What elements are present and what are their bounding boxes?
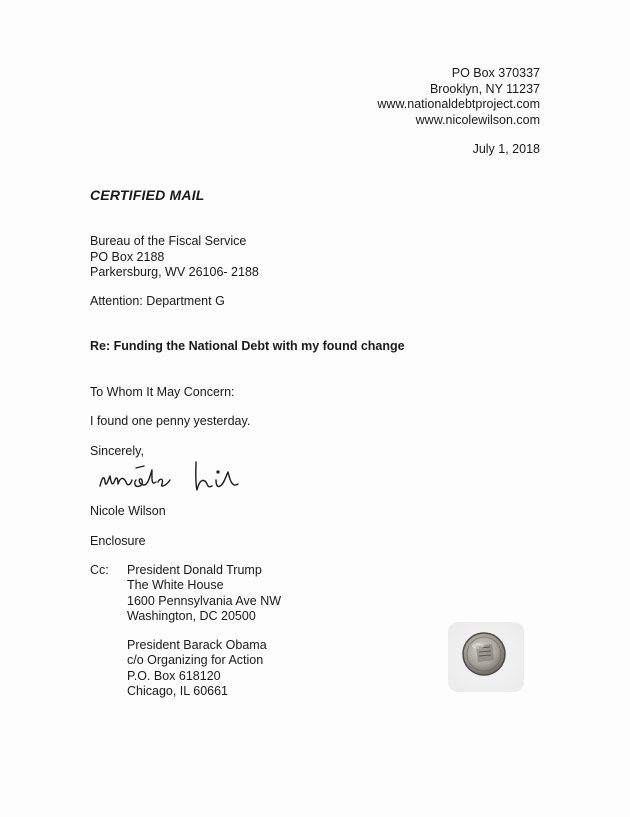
- subject-line: Re: Funding the National Debt with my found change: [90, 339, 405, 353]
- sender-address: [377, 66, 540, 128]
- cc-recipient-line: c/o Organizing for Action: [127, 653, 264, 668]
- cc-recipient-line: Chicago, IL 60661: [127, 683, 229, 698]
- attention-line: Attention: Department G: [90, 294, 225, 308]
- letter-body: I found one penny yesterday.: [90, 414, 251, 428]
- sender-city: Brooklyn, NY 11237: [429, 81, 540, 96]
- cc-recipient-line: Washington, DC 20500: [127, 608, 256, 623]
- cc-recipient-line: 1600 Pennsylvania Ave NW: [127, 593, 282, 608]
- penny-coin-icon: [446, 616, 526, 696]
- recipient-name: Bureau of the Fiscal Service: [90, 234, 247, 248]
- letter-date: July 1, 2018: [472, 142, 540, 156]
- handwritten-signature: [96, 458, 256, 494]
- enclosure-note: Enclosure: [90, 534, 146, 548]
- cc-recipient-name: President Donald Trump: [127, 563, 262, 577]
- cc-recipient-name: President Barack Obama: [127, 638, 267, 652]
- sender-website-2: www.nicolewilson.com: [415, 112, 540, 127]
- cc-recipient-line: The White House: [127, 578, 224, 593]
- cc-recipient: [127, 638, 267, 699]
- sender-website-1: www.nationaldebtproject.com: [377, 97, 540, 111]
- cc-recipient: [127, 563, 281, 624]
- recipient-po-box: PO Box 2188: [90, 249, 165, 264]
- mail-type-heading: CERTIFIED MAIL: [90, 187, 205, 203]
- closing: Sincerely,: [90, 444, 144, 458]
- recipient-address: [90, 234, 259, 281]
- recipient-city: Parkersburg, WV 26106- 2188: [90, 265, 259, 279]
- cc-label: Cc:: [90, 563, 109, 577]
- sender-po-box: PO Box 370337: [451, 66, 540, 80]
- cc-recipient-line: P.O. Box 618120: [127, 668, 221, 683]
- salutation: To Whom It May Concern:: [90, 385, 235, 399]
- signer-name: Nicole Wilson: [90, 504, 166, 518]
